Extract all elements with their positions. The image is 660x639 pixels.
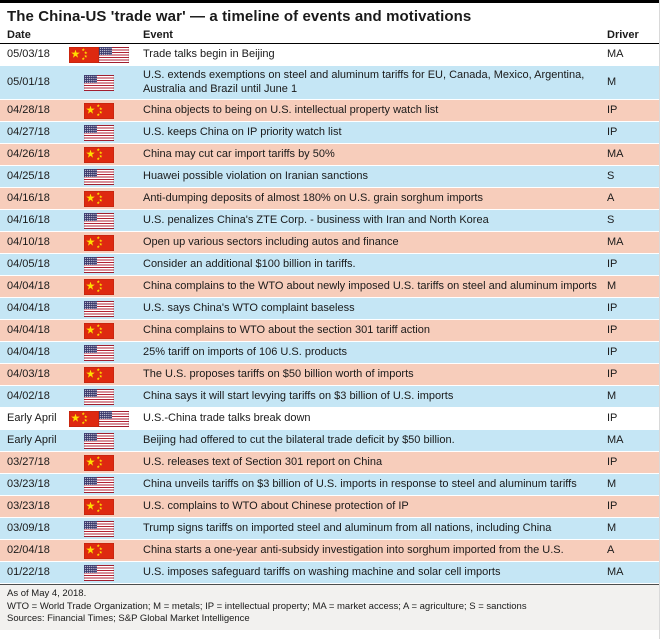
event-cell: U.S. says China's WTO complaint baseless bbox=[143, 301, 355, 314]
date-cell: 05/03/18 bbox=[7, 47, 50, 60]
table-row bbox=[0, 188, 659, 210]
driver-cell: MA bbox=[607, 47, 624, 60]
driver-cell: IP bbox=[607, 125, 618, 138]
column-header-event: Event bbox=[143, 29, 173, 41]
date-cell: 02/04/18 bbox=[7, 543, 50, 556]
table-row bbox=[0, 496, 659, 518]
flag-cell bbox=[64, 345, 134, 361]
date-cell: 03/09/18 bbox=[7, 521, 50, 534]
page-title: The China-US 'trade war' — a timeline of events and motivations bbox=[7, 8, 472, 25]
driver-cell: M bbox=[607, 75, 617, 88]
us-flag-icon bbox=[84, 213, 114, 229]
china-flag-icon bbox=[84, 499, 114, 515]
table-row bbox=[0, 166, 659, 188]
date-cell: 04/16/18 bbox=[7, 191, 50, 204]
driver-cell: S bbox=[607, 169, 615, 182]
driver-cell: IP bbox=[607, 345, 618, 358]
table-row bbox=[0, 518, 659, 540]
flag-cell bbox=[64, 279, 134, 295]
event-cell: Trump signs tariffs on imported steel and aluminum from all nations, including China bbox=[143, 521, 552, 534]
event-cell: Huawei possible violation on Iranian sanctions bbox=[143, 169, 369, 182]
legend-note: WTO = World Trade Organization; M = metals; IP = intellectual property; MA = market access; A = agriculture; S = sanctions bbox=[7, 600, 527, 612]
us-flag-icon bbox=[84, 75, 114, 91]
event-cell: China may cut car import tariffs by 50% bbox=[143, 147, 335, 160]
us-flag-icon bbox=[84, 257, 114, 273]
china-flag-icon bbox=[84, 455, 114, 471]
date-cell: Early April bbox=[7, 433, 57, 446]
flag-cell bbox=[64, 411, 134, 427]
driver-cell: MA bbox=[607, 147, 624, 160]
us-flag-icon bbox=[84, 565, 114, 581]
date-cell: 04/16/18 bbox=[7, 213, 50, 226]
table-row bbox=[0, 232, 659, 254]
flag-cell bbox=[64, 521, 134, 537]
flag-cell bbox=[64, 389, 134, 405]
date-cell: 05/01/18 bbox=[7, 75, 50, 88]
driver-cell: S bbox=[607, 213, 615, 226]
table-row bbox=[0, 298, 659, 320]
driver-cell: IP bbox=[607, 499, 618, 512]
date-cell: 04/10/18 bbox=[7, 235, 50, 248]
flag-cell bbox=[64, 455, 134, 471]
event-cell: China unveils tariffs on $3 billion of U.S. imports in response to steel and aluminum tariffs bbox=[143, 477, 577, 490]
date-cell: 04/04/18 bbox=[7, 345, 50, 358]
us-flag-icon bbox=[84, 521, 114, 537]
event-cell: 25% tariff on imports of 106 U.S. products bbox=[143, 345, 348, 358]
event-cell: China says it will start levying tariffs on $3 billion of U.S. imports bbox=[143, 389, 454, 402]
table-row bbox=[0, 562, 659, 584]
flag-cell bbox=[64, 543, 134, 559]
event-cell: China starts a one-year anti-subsidy investigation into sorghum imported from the U.S. bbox=[143, 543, 564, 556]
table-row bbox=[0, 430, 659, 452]
us-flag-icon bbox=[84, 477, 114, 493]
flag-cell bbox=[64, 103, 134, 119]
date-cell: 04/04/18 bbox=[7, 301, 50, 314]
sources-note: Sources: Financial Times; S&P Global Market Intelligence bbox=[7, 613, 250, 624]
table-row bbox=[0, 144, 659, 166]
event-cell: U.S. releases text of Section 301 report on China bbox=[143, 455, 383, 468]
flag-cell bbox=[64, 301, 134, 317]
event-cell: Beijing had offered to cut the bilateral trade deficit by $50 billion. bbox=[143, 433, 455, 446]
event-cell: China objects to being on U.S. intellectual property watch list bbox=[143, 103, 439, 116]
china-flag-icon bbox=[69, 411, 99, 427]
china-flag-icon bbox=[84, 323, 114, 339]
column-header-date: Date bbox=[7, 29, 31, 41]
driver-cell: M bbox=[607, 477, 617, 490]
flag-cell bbox=[64, 213, 134, 229]
flag-cell bbox=[64, 565, 134, 581]
event-cell: U.S. imposes safeguard tariffs on washing machine and solar cell imports bbox=[143, 565, 501, 578]
date-cell: 04/04/18 bbox=[7, 279, 50, 292]
driver-cell: IP bbox=[607, 301, 618, 314]
us-flag-icon bbox=[84, 125, 114, 141]
event-cell: Consider an additional $100 billion in tariffs. bbox=[143, 257, 356, 270]
table-row bbox=[0, 276, 659, 298]
date-cell: 04/03/18 bbox=[7, 367, 50, 380]
china-flag-icon bbox=[69, 47, 99, 63]
date-cell: 04/25/18 bbox=[7, 169, 50, 182]
flag-cell bbox=[64, 169, 134, 185]
table-row bbox=[0, 100, 659, 122]
flag-cell bbox=[64, 257, 134, 273]
us-flag-icon bbox=[84, 301, 114, 317]
china-flag-icon bbox=[84, 543, 114, 559]
event-cell: China complains to WTO about the section 301 tariff action bbox=[143, 323, 430, 336]
date-cell: 04/28/18 bbox=[7, 103, 50, 116]
flag-cell bbox=[64, 477, 134, 493]
column-header-driver: Driver bbox=[607, 29, 639, 41]
date-cell: 01/22/18 bbox=[7, 565, 50, 578]
flag-cell bbox=[64, 323, 134, 339]
flag-cell bbox=[64, 191, 134, 207]
flag-cell bbox=[64, 499, 134, 515]
flag-cell bbox=[64, 367, 134, 383]
event-cell: China complains to the WTO about newly imposed U.S. tariffs on steel and aluminum imports bbox=[143, 279, 597, 292]
event-cell: Anti-dumping deposits of almost 180% on U.S. grain sorghum imports bbox=[143, 191, 483, 204]
date-cell: 04/02/18 bbox=[7, 389, 50, 402]
driver-cell: IP bbox=[607, 257, 618, 270]
china-flag-icon bbox=[84, 367, 114, 383]
driver-cell: A bbox=[607, 543, 615, 556]
china-flag-icon bbox=[84, 191, 114, 207]
flag-cell bbox=[64, 47, 134, 63]
driver-cell: IP bbox=[607, 455, 618, 468]
event-cell: U.S.-China trade talks break down bbox=[143, 411, 311, 424]
table-row bbox=[0, 540, 659, 562]
flag-cell bbox=[64, 125, 134, 141]
event-cell: U.S. penalizes China's ZTE Corp. - business with Iran and North Korea bbox=[143, 213, 489, 226]
driver-cell: IP bbox=[607, 367, 618, 380]
table-row bbox=[0, 66, 659, 100]
driver-cell: M bbox=[607, 279, 617, 292]
us-flag-icon bbox=[84, 433, 114, 449]
table-row bbox=[0, 408, 659, 430]
table-row bbox=[0, 452, 659, 474]
us-flag-icon bbox=[84, 345, 114, 361]
china-flag-icon bbox=[84, 279, 114, 295]
driver-cell: A bbox=[607, 191, 615, 204]
event-cell: The U.S. proposes tariffs on $50 billion worth of imports bbox=[143, 367, 414, 380]
driver-cell: MA bbox=[607, 565, 624, 578]
us-flag-icon bbox=[84, 389, 114, 405]
table-row bbox=[0, 364, 659, 386]
date-cell: 03/23/18 bbox=[7, 499, 50, 512]
event-cell: U.S. complains to WTO about Chinese protection of IP bbox=[143, 499, 409, 512]
date-cell: 04/27/18 bbox=[7, 125, 50, 138]
flag-cell bbox=[64, 235, 134, 251]
event-cell: U.S. keeps China on IP priority watch list bbox=[143, 125, 342, 138]
date-cell: Early April bbox=[7, 411, 57, 424]
table-row bbox=[0, 386, 659, 408]
table-row bbox=[0, 44, 659, 66]
table-row bbox=[0, 474, 659, 496]
driver-cell: IP bbox=[607, 103, 618, 116]
flag-cell bbox=[64, 147, 134, 163]
us-flag-icon bbox=[99, 411, 129, 427]
event-cell: Open up various sectors including autos and finance bbox=[143, 235, 399, 248]
date-cell: 04/05/18 bbox=[7, 257, 50, 270]
table-row bbox=[0, 122, 659, 144]
driver-cell: IP bbox=[607, 411, 618, 424]
date-cell: 03/23/18 bbox=[7, 477, 50, 490]
table-row bbox=[0, 254, 659, 276]
driver-cell: MA bbox=[607, 433, 624, 446]
date-cell: 03/27/18 bbox=[7, 455, 50, 468]
us-flag-icon bbox=[84, 169, 114, 185]
footer-notes bbox=[0, 584, 659, 630]
driver-cell: M bbox=[607, 521, 617, 534]
china-flag-icon bbox=[84, 103, 114, 119]
table-row bbox=[0, 320, 659, 342]
driver-cell: IP bbox=[607, 323, 618, 336]
timeline-table-body bbox=[0, 44, 659, 584]
as-of-note: As of May 4, 2018. bbox=[7, 588, 87, 599]
date-cell: 04/04/18 bbox=[7, 323, 50, 336]
china-flag-icon bbox=[84, 147, 114, 163]
flag-cell bbox=[64, 433, 134, 449]
driver-cell: MA bbox=[607, 235, 624, 248]
us-flag-icon bbox=[99, 47, 129, 63]
date-cell: 04/26/18 bbox=[7, 147, 50, 160]
event-cell: U.S. extends exemptions on steel and aluminum tariffs for EU, Canada, Mexico, Argentina, Australia and Brazil until June 1 bbox=[143, 69, 585, 95]
driver-cell: M bbox=[607, 389, 617, 402]
event-cell: Trade talks begin in Beijing bbox=[143, 47, 275, 60]
china-flag-icon bbox=[84, 235, 114, 251]
table-header-row bbox=[0, 29, 659, 44]
table-row bbox=[0, 342, 659, 364]
table-row bbox=[0, 210, 659, 232]
flag-cell bbox=[64, 75, 134, 91]
